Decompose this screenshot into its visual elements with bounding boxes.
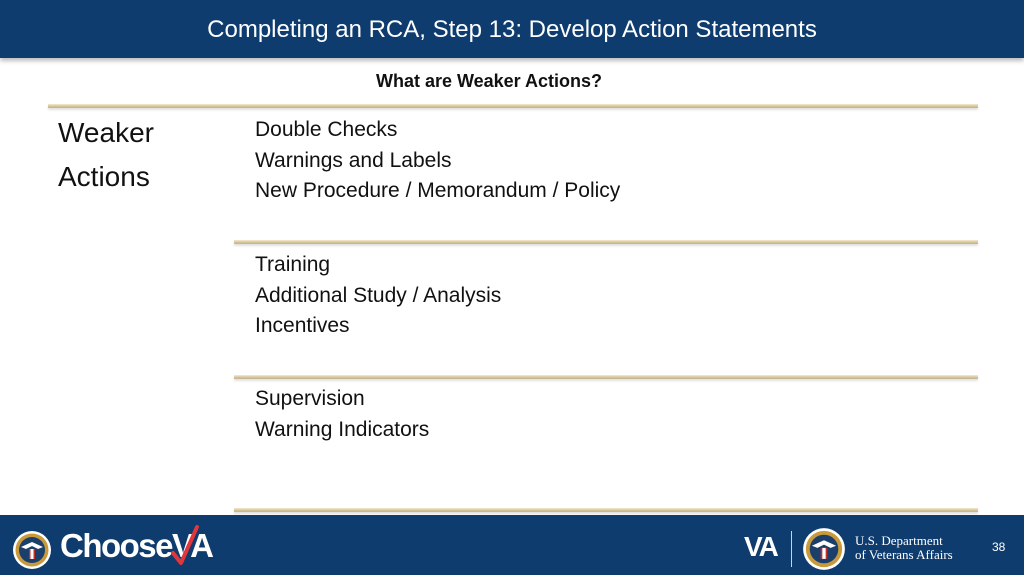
action-group-3 (255, 384, 955, 445)
va-seal-icon (12, 530, 52, 570)
va-seal-icon (802, 527, 846, 571)
group-divider (234, 240, 978, 244)
table-top-rule (48, 104, 978, 108)
action-item: Incentives (255, 314, 350, 337)
action-item: Training (255, 253, 331, 276)
dept-line-1: U.S. Department (855, 533, 943, 548)
title-bar (0, 0, 1024, 58)
row-label-line-2: Actions (58, 161, 150, 192)
group-divider (234, 375, 978, 379)
slide-title: Completing an RCA, Step 13: Develop Action Statements (207, 16, 817, 43)
action-item: Supervision (255, 387, 365, 410)
table-bottom-rule (234, 508, 978, 512)
page-number: 38 (992, 540, 1006, 554)
checkmark-icon (170, 523, 200, 567)
action-item: Additional Study / Analysis (255, 283, 502, 307)
action-item: Double Checks (255, 118, 398, 141)
action-item: New Procedure / Memorandum / Policy (255, 179, 621, 202)
brand-va: VA (172, 527, 213, 564)
logo-divider (791, 531, 792, 567)
action-group-2 (255, 250, 955, 342)
action-item: Warnings and Labels (255, 148, 452, 172)
department-name (855, 534, 953, 562)
choose-va-logo (60, 527, 212, 565)
va-logo: VA (744, 531, 777, 562)
footer-bar (0, 515, 1024, 575)
row-label-line-1: Weaker (58, 117, 154, 148)
row-label (58, 111, 228, 199)
slide-subtitle: What are Weaker Actions? (375, 71, 603, 91)
dept-line-2: of Veterans Affairs (855, 547, 953, 562)
action-group-1 (255, 115, 955, 207)
brand-text: Choose (60, 527, 173, 564)
action-item: Warning Indicators (255, 417, 430, 441)
